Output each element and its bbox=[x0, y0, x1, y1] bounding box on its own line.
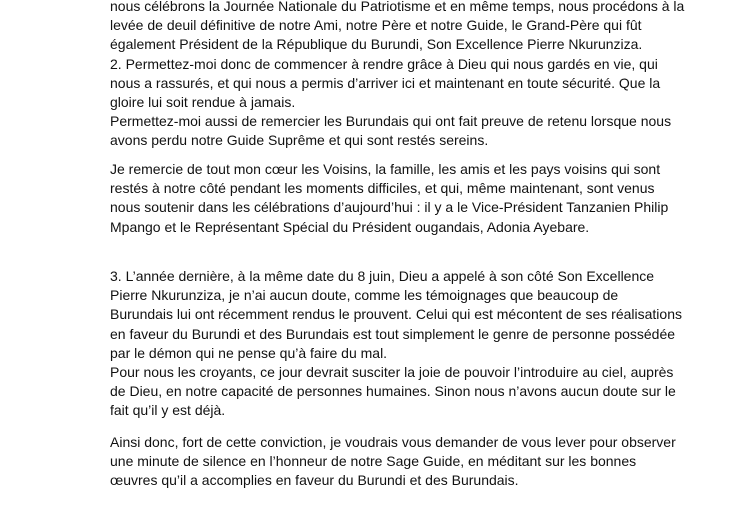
paragraph-opening: nous célébrons la Journée Nationale du Patriotisme et en même temps, nous procédons à la levée de deuil définitive de notre Ami, notre Père et notre Guide, le Grand-Père qui fût également Président de la République du Burundi, Son Excellence Pierre Nkurunziza. 2. Permettez-moi donc de commencer à rendre grâce à Dieu qui nous gardés en vie, qui nous a rassurés, et qui nous a permis d’arriver ici et maintenant en toute sécurité. Que la gloire lui soit rendue à jamais. Permettez-moi aussi de remercier les Burundais qui ont fait preuve de retenu lorsque nous avons perdu notre Guide Suprême et qui sont restés sereins. bbox=[110, 0, 685, 149]
paragraph-thanks: Je remercie de tout mon cœur les Voisins, la famille, les amis et les pays voisins qui sont restés à notre côté pendant les moments difficiles, et qui, même maintenant, sont venus nous soutenir dans les célébrations d’aujourd’hui : il y a le Vice-Président Tanzanien Philip Mpango et le Représentant Spécial du Président ougandais, Adonia Ayebare. bbox=[110, 161, 669, 235]
paragraph-section-3: 3. L’année dernière, à la même date du 8 juin, Dieu a appelé à son côté Son Excellence Pierre Nkurunziza, je n’ai aucun doute, comme les témoignages que beaucoup de Burundais lui ont récemment rendus le prouvent. Celui qui est mécontent de ses réalisations en faveur du Burundi et des Burundais est tout simplement le genre de personne possédée par le démon qui ne pense qu’à faire du mal. Pour nous les croyants, ce jour devrait susciter la joie de pouvoir l’introduire au ciel, auprès de Dieu, en notre capacité de personnes humaines. Sinon nous n’avons aucun doute sur le fait qu’il y est déjà. bbox=[110, 268, 682, 419]
paragraph-minute-of-silence: Ainsi donc, fort de cette conviction, je voudrais vous demander de vous lever pour observer une minute de silence en l’honneur de notre Sage Guide, en méditant sur les bonnes œuvres qu’il a accomplies en faveur du Burundi et des Burundais. bbox=[110, 434, 676, 489]
